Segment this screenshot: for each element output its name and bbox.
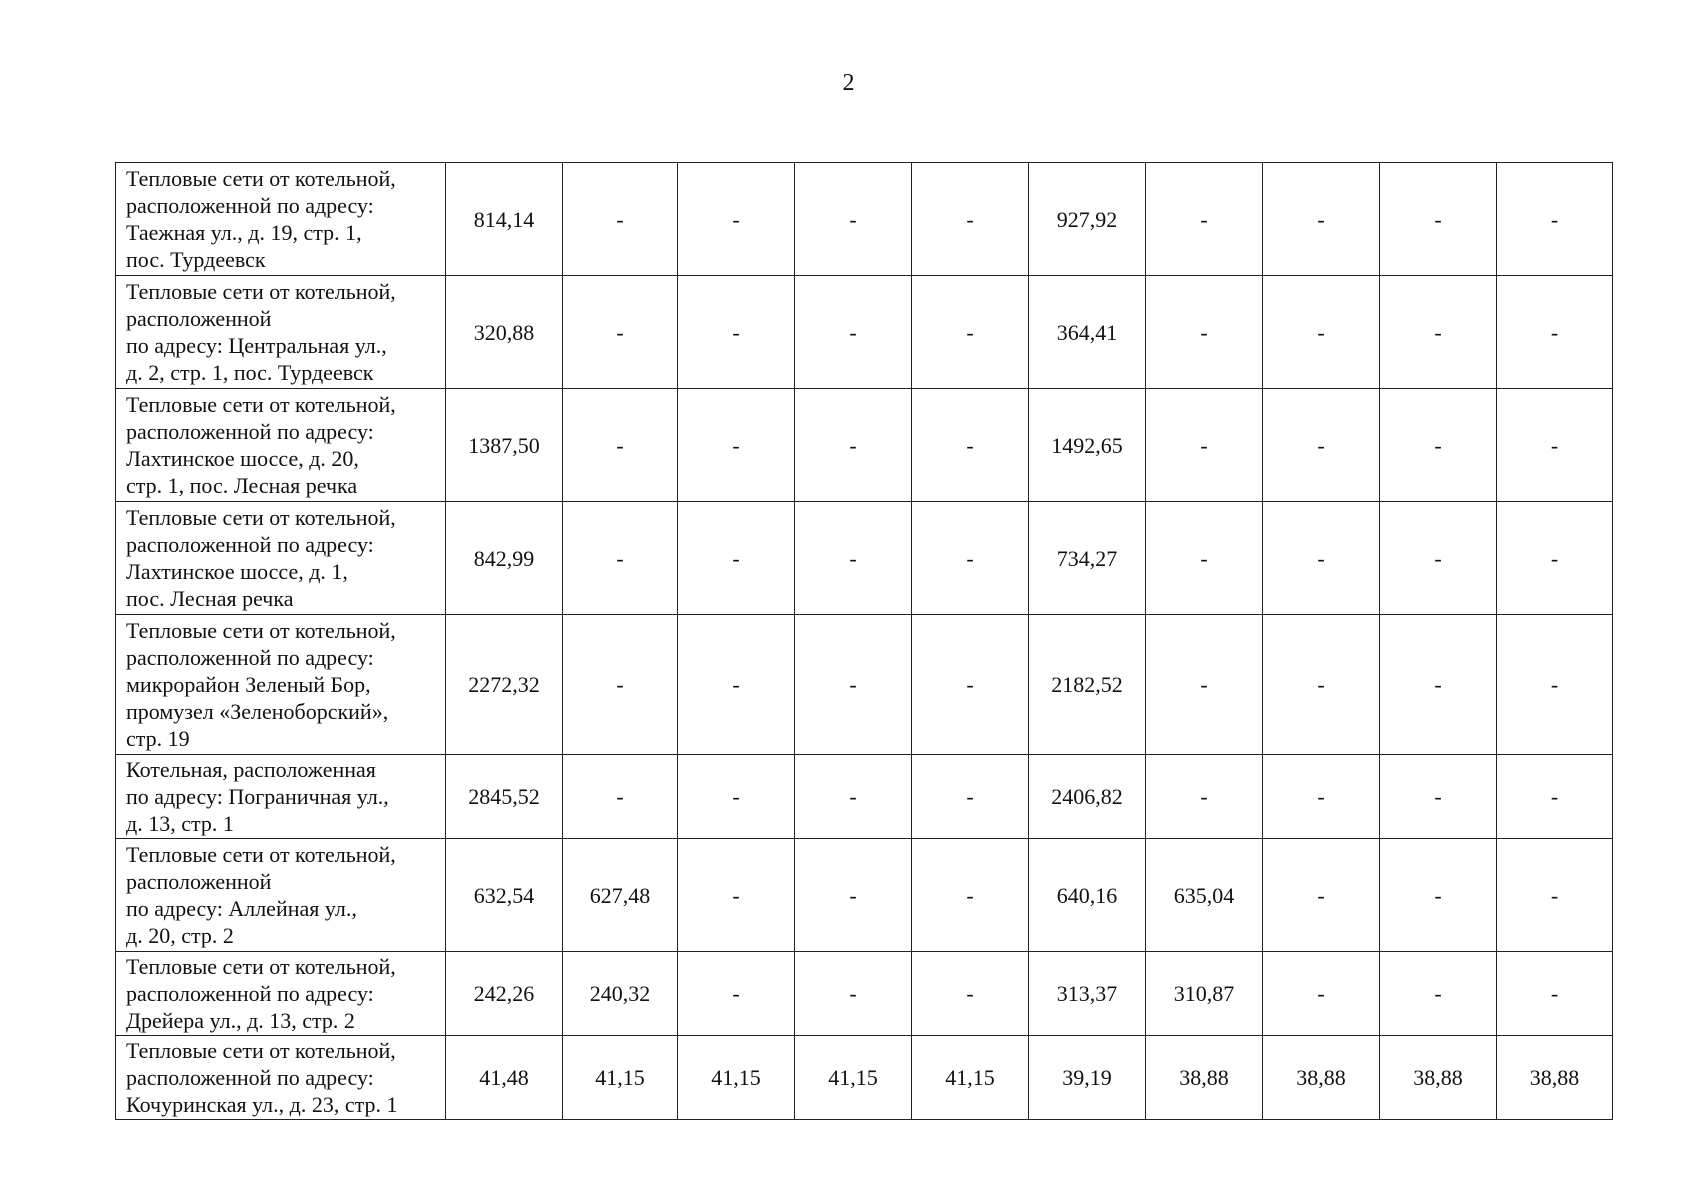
tariff-value-cell: -: [912, 163, 1029, 276]
object-name-line: д. 20, стр. 2: [126, 923, 234, 948]
tariff-value-cell: -: [678, 839, 795, 952]
object-name-line: расположенной по адресу:: [126, 981, 374, 1006]
tariff-value-cell: -: [912, 276, 1029, 389]
tariff-value-cell: -: [912, 755, 1029, 839]
object-name-line: расположенной: [126, 306, 272, 331]
tariff-value-cell: 1492,65: [1029, 389, 1146, 502]
tariff-value-cell: 1387,50: [446, 389, 563, 502]
table-row: [116, 952, 1613, 1036]
tariff-value-cell: -: [563, 755, 678, 839]
tariff-value-cell: -: [1263, 839, 1380, 952]
object-name-line: Тепловые сети от котельной,: [126, 279, 396, 304]
tariff-value-cell: 627,48: [563, 839, 678, 952]
tariff-value-cell: -: [678, 389, 795, 502]
tariff-value-cell: -: [678, 952, 795, 1036]
tariff-value-cell: -: [1380, 502, 1497, 615]
object-name-line: Тепловые сети от котельной,: [126, 618, 396, 643]
tariff-value-cell: -: [1263, 502, 1380, 615]
tariff-value-cell: 313,37: [1029, 952, 1146, 1036]
table-row: [116, 615, 1613, 755]
object-name-cell: [116, 615, 446, 755]
table-row: [116, 839, 1613, 952]
tariff-value-cell: -: [563, 615, 678, 755]
tariff-value-cell: -: [563, 389, 678, 502]
tariff-value-cell: -: [678, 755, 795, 839]
tariff-value-cell: -: [795, 276, 912, 389]
object-name-line: микрорайон Зеленый Бор,: [126, 672, 371, 697]
tariff-value-cell: -: [563, 502, 678, 615]
object-name-line: стр. 19: [126, 726, 190, 751]
table-row: [116, 755, 1613, 839]
tariff-value-cell: 38,88: [1263, 1036, 1380, 1120]
tariff-value-cell: -: [1146, 615, 1263, 755]
tariff-table: [115, 162, 1613, 1120]
tariff-value-cell: 41,15: [912, 1036, 1029, 1120]
tariff-value-cell: -: [1380, 276, 1497, 389]
object-name-cell: [116, 389, 446, 502]
table-body: [116, 163, 1613, 1120]
tariff-value-cell: -: [1146, 276, 1263, 389]
tariff-value-cell: -: [1380, 163, 1497, 276]
object-name-line: Котельная, расположенная: [126, 757, 376, 782]
table-row: [116, 502, 1613, 615]
tariff-value-cell: -: [1497, 389, 1613, 502]
tariff-value-cell: -: [912, 502, 1029, 615]
object-name-line: Тепловые сети от котельной,: [126, 166, 396, 191]
object-name-line: промузел «Зеленоборский»,: [126, 699, 389, 724]
tariff-value-cell: -: [678, 502, 795, 615]
tariff-value-cell: 41,15: [563, 1036, 678, 1120]
tariff-value-cell: 38,88: [1497, 1036, 1613, 1120]
object-name-cell: [116, 1036, 446, 1120]
tariff-value-cell: 310,87: [1146, 952, 1263, 1036]
object-name-cell: [116, 839, 446, 952]
tariff-value-cell: -: [1497, 502, 1613, 615]
tariff-value-cell: -: [1146, 163, 1263, 276]
tariff-value-cell: 320,88: [446, 276, 563, 389]
tariff-value-cell: 842,99: [446, 502, 563, 615]
tariff-value-cell: -: [1146, 755, 1263, 839]
tariff-value-cell: 242,26: [446, 952, 563, 1036]
tariff-value-cell: 632,54: [446, 839, 563, 952]
tariff-value-cell: -: [678, 163, 795, 276]
tariff-value-cell: -: [1380, 755, 1497, 839]
object-name-line: расположенной по адресу:: [126, 419, 374, 444]
tariff-value-cell: -: [1497, 755, 1613, 839]
object-name-line: расположенной по адресу:: [126, 193, 374, 218]
object-name-cell: [116, 502, 446, 615]
tariff-value-cell: -: [795, 389, 912, 502]
tariff-value-cell: 2845,52: [446, 755, 563, 839]
tariff-value-cell: -: [563, 163, 678, 276]
object-name-cell: [116, 163, 446, 276]
tariff-value-cell: -: [1263, 276, 1380, 389]
tariff-value-cell: -: [795, 163, 912, 276]
tariff-value-cell: -: [1263, 163, 1380, 276]
tariff-value-cell: -: [1263, 615, 1380, 755]
tariff-value-cell: -: [678, 276, 795, 389]
object-name-line: Таежная ул., д. 19, стр. 1,: [126, 220, 362, 245]
tariff-value-cell: -: [912, 839, 1029, 952]
object-name-line: пос. Турдеевск: [126, 247, 266, 272]
object-name-line: расположенной по адресу:: [126, 645, 374, 670]
tariff-value-cell: -: [912, 389, 1029, 502]
table-row: [116, 1036, 1613, 1120]
object-name-line: Лахтинское шоссе, д. 1,: [126, 559, 348, 584]
tariff-value-cell: -: [1380, 952, 1497, 1036]
object-name-line: по адресу: Пограничная ул.,: [126, 784, 389, 809]
table-row: [116, 163, 1613, 276]
object-name-line: стр. 1, пос. Лесная речка: [126, 473, 358, 498]
object-name-line: Тепловые сети от котельной,: [126, 954, 396, 979]
tariff-value-cell: 2272,32: [446, 615, 563, 755]
table-row: [116, 389, 1613, 502]
tariff-value-cell: -: [1497, 276, 1613, 389]
object-name-line: Тепловые сети от котельной,: [126, 505, 396, 530]
tariff-value-cell: 39,19: [1029, 1036, 1146, 1120]
tariff-value-cell: -: [912, 615, 1029, 755]
tariff-value-cell: -: [1263, 952, 1380, 1036]
table-row: [116, 276, 1613, 389]
tariff-value-cell: 814,14: [446, 163, 563, 276]
object-name-cell: [116, 755, 446, 839]
tariff-value-cell: -: [1263, 389, 1380, 502]
tariff-value-cell: -: [795, 615, 912, 755]
tariff-value-cell: -: [1380, 389, 1497, 502]
tariff-value-cell: 635,04: [1146, 839, 1263, 952]
object-name-line: расположенной по адресу:: [126, 1065, 374, 1090]
tariff-value-cell: -: [795, 839, 912, 952]
tariff-value-cell: 38,88: [1146, 1036, 1263, 1120]
tariff-value-cell: -: [1263, 755, 1380, 839]
tariff-value-cell: 240,32: [563, 952, 678, 1036]
tariff-value-cell: -: [563, 276, 678, 389]
object-name-cell: [116, 276, 446, 389]
tariff-value-cell: -: [1497, 615, 1613, 755]
tariff-value-cell: 41,15: [678, 1036, 795, 1120]
object-name-line: пос. Лесная речка: [126, 586, 294, 611]
page-number: 2: [842, 70, 855, 96]
tariff-value-cell: 640,16: [1029, 839, 1146, 952]
tariff-value-cell: 734,27: [1029, 502, 1146, 615]
object-name-cell: [116, 952, 446, 1036]
object-name-line: расположенной: [126, 869, 272, 894]
tariff-value-cell: -: [1380, 615, 1497, 755]
tariff-value-cell: -: [678, 615, 795, 755]
object-name-line: Тепловые сети от котельной,: [126, 392, 396, 417]
tariff-value-cell: -: [1146, 502, 1263, 615]
tariff-value-cell: -: [1497, 952, 1613, 1036]
tariff-value-cell: -: [1497, 839, 1613, 952]
tariff-value-cell: 38,88: [1380, 1036, 1497, 1120]
object-name-line: д. 2, стр. 1, пос. Турдеевск: [126, 360, 374, 385]
tariff-value-cell: -: [795, 502, 912, 615]
object-name-line: Лахтинское шоссе, д. 20,: [126, 446, 359, 471]
tariff-value-cell: 41,15: [795, 1036, 912, 1120]
tariff-value-cell: -: [912, 952, 1029, 1036]
tariff-value-cell: 2406,82: [1029, 755, 1146, 839]
object-name-line: Кочуринская ул., д. 23, стр. 1: [126, 1092, 398, 1117]
object-name-line: Тепловые сети от котельной,: [126, 842, 396, 867]
tariff-value-cell: 927,92: [1029, 163, 1146, 276]
tariff-value-cell: 364,41: [1029, 276, 1146, 389]
tariff-value-cell: -: [1146, 389, 1263, 502]
object-name-line: расположенной по адресу:: [126, 532, 374, 557]
object-name-line: по адресу: Аллейная ул.,: [126, 896, 357, 921]
object-name-line: по адресу: Центральная ул.,: [126, 333, 387, 358]
object-name-line: Тепловые сети от котельной,: [126, 1038, 396, 1063]
tariff-value-cell: 41,48: [446, 1036, 563, 1120]
object-name-line: Дрейера ул., д. 13, стр. 2: [126, 1008, 355, 1033]
tariff-value-cell: -: [1497, 163, 1613, 276]
tariff-value-cell: -: [795, 755, 912, 839]
object-name-line: д. 13, стр. 1: [126, 811, 234, 836]
tariff-value-cell: -: [1380, 839, 1497, 952]
tariff-value-cell: -: [795, 952, 912, 1036]
tariff-value-cell: 2182,52: [1029, 615, 1146, 755]
